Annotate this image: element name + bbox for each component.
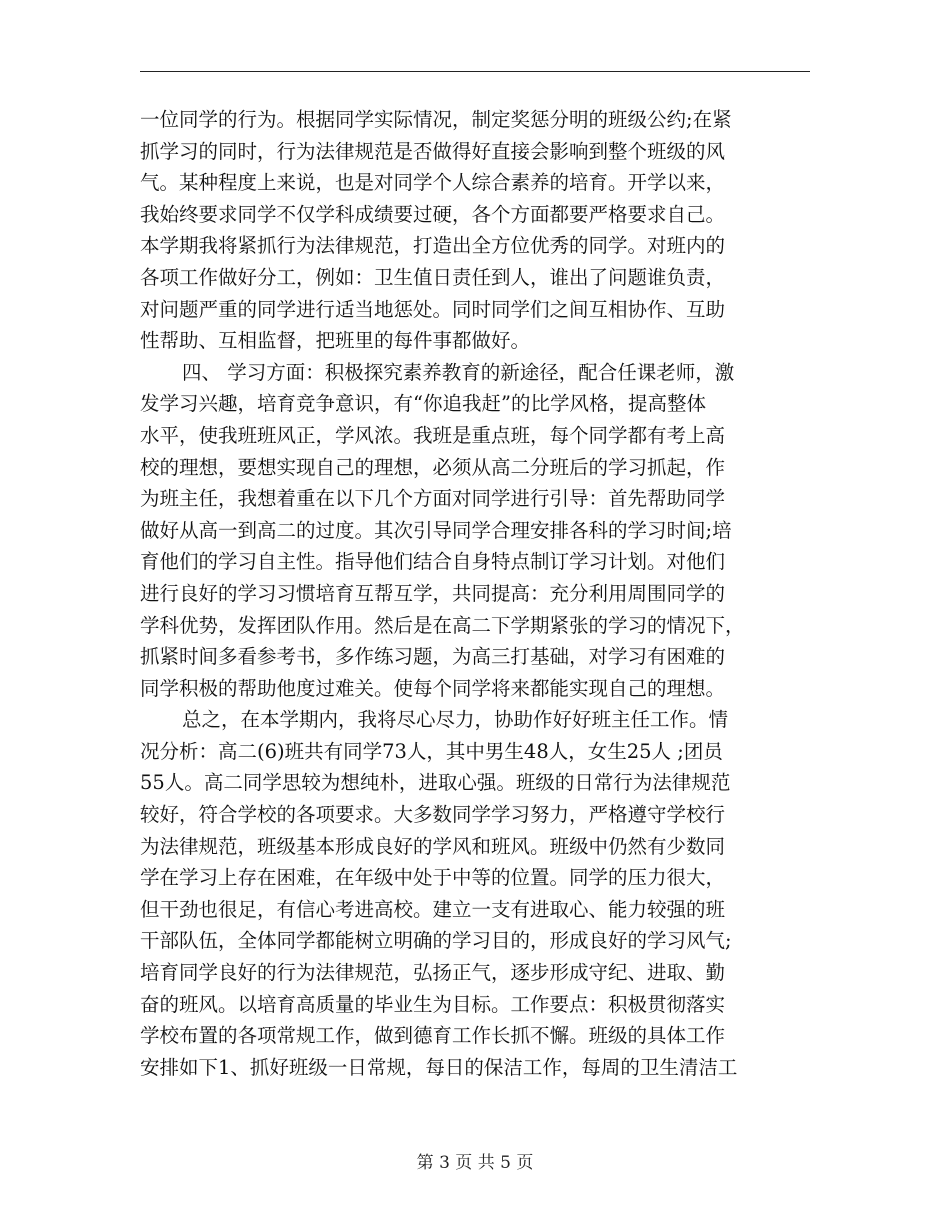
text-line: 安排如下1、抓好班级一日常规，每日的保洁工作，每周的卫生清洁工 [140,1055,738,1079]
text-line: 抓学习的同时，行为法律规范是否做得好直接会影响到整个班级的风 [140,139,726,163]
text-line: 况分析：高二(6)班共有同学73人，其中男生48人，女生25人 ;团员 [140,739,723,763]
text-line: 水平，使我班班风正，学风浓。我班是重点班，每个同学都有考上高 [140,423,726,447]
text-line: 培育同学良好的行为法律规范，弘扬正气，逐步形成守纪、进取、勤 [140,961,726,985]
page-number-label: 第 3 页 共 5 页 [416,1153,534,1173]
text-line: 气。某种程度上来说，也是对同学个人综合素养的培育。开学以来， [140,171,726,195]
document-body [140,104,810,1083]
text-line: 较好，符合学校的各项要求。大多数同学学习努力，严格遵守学校行 [140,803,726,827]
text-line: 干部队伍，全体同学都能树立明确的学习目的，形成良好的学习风气; [140,929,732,953]
text-line: 但干劲也很足，有信心考进高校。建立一支有进取心、能力较强的班 [140,897,726,921]
text-line: 性帮助、互相监督，把班里的每件事都做好。 [140,329,531,353]
text-line: 学校布置的各项常规工作，做到德育工作长抓不懈。班级的具体工作 [140,1024,726,1048]
text-line: 学在学习上存在困难，在年级中处于中等的位置。同学的压力很大， [140,866,726,890]
text-line: 我始终要求同学不仅学科成绩要过硬，各个方面都要严格要求自己。 [140,202,726,226]
text-line: 进行良好的学习习惯培育互帮互学，共同提高：充分利用周围同学的 [140,581,726,605]
text-line: 育他们的学习自主性。指导他们结合自身特点制订学习计划。对他们 [140,550,726,574]
text-line: 发学习兴趣，培育竞争意识，有“你追我赶”的比学风格，提高整体 [140,392,706,416]
page-footer [0,1151,950,1175]
text-line: 各项工作做好分工，例如：卫生值日责任到人，谁出了问题谁负责， [140,265,726,289]
text-line: 本学期我将紧抓行为法律规范，打造出全方位优秀的同学。对班内的 [140,234,726,258]
text-line: 一位同学的行为。根据同学实际情况，制定奖惩分明的班级公约;在紧 [140,108,732,131]
text-line: 为班主任，我想着重在以下几个方面对同学进行引导：首先帮助同学 [140,487,726,511]
text-line: 同学积极的帮助他度过难关。使每个同学将来都能实现自己的理想。 [140,676,726,700]
text-line: 为法律规范，班级基本形成良好的学风和班风。班级中仍然有少数同 [140,834,726,858]
text-line: 学科优势，发挥团队作用。然后是在高二下学期紧张的学习的情况下， [140,613,745,637]
text-line: 校的理想，要想实现自己的理想，必须从高二分班后的学习抓起，作 [140,455,726,479]
text-line: 四、 学习方面：积极探究素养教育的新途径，配合任课老师，激 [182,360,735,384]
header-rule [140,71,810,72]
text-line: 抓紧时间多看参考书，多作练习题，为高三打基础，对学习有困难的 [140,645,726,669]
text-line: 奋的班风。以培育高质量的毕业生为目标。工作要点：积极贯彻落实 [140,992,726,1016]
text-line: 对问题严重的同学进行适当地惩处。同时同学们之间互相协作、互助 [140,297,726,321]
text-line: 55人。高二同学思较为想纯朴，进取心强。班级的日常行为法律规范 [140,771,731,795]
text-line: 做好从高一到高二的过度。其次引导同学合理安排各科的学习时间;培 [140,518,732,542]
text-line: 总之，在本学期内，我将尽心尽力，协助作好好班主任工作。情 [182,708,729,732]
